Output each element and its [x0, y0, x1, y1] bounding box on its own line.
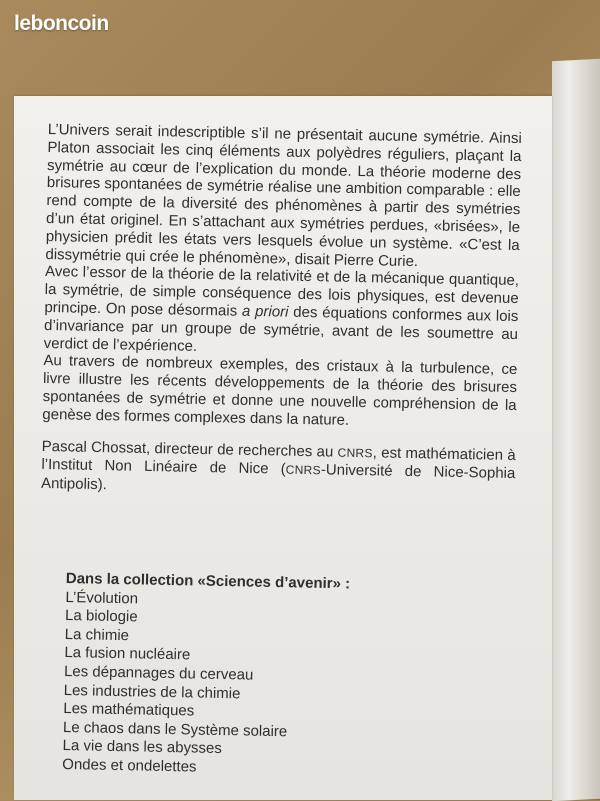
list-item: Les industries de la chimie [63, 681, 241, 702]
collection-list [62, 570, 506, 783]
author-bio-text-a: Pascal Chossat, directeur de recherches au [41, 437, 338, 461]
author-bio-text-b: , est mathématicien à l’Institut Non Linéaire de Nice ( [41, 443, 516, 478]
leboncoin-watermark: leboncoin [14, 12, 109, 35]
book-spine [552, 59, 600, 801]
author-bio-cnrs-2: CNRS [285, 462, 322, 478]
list-item: Les dépannages du cerveau [63, 662, 254, 684]
author-bio-text-c: -Université de Nice-Sophia Antipolis). [40, 461, 516, 494]
list-item: Ondes et ondelettes [62, 755, 197, 776]
author-bio-cnrs: CNRS [337, 445, 373, 460]
list-item: L’Évolution [65, 588, 139, 607]
list-item: La fusion nucléaire [64, 644, 191, 664]
list-item: La vie dans les abysses [62, 737, 223, 758]
list-item: Le chaos dans le Système solaire [62, 718, 288, 741]
back-cover-blurb [41, 121, 522, 502]
blurb-paragraph-2 [44, 263, 520, 361]
list-item: Les mathématiques [63, 700, 195, 720]
blurb-p2-text-a: Avec l’essor de la théorie de la relativité et de la mécanique quantique, la symétrie, de simple conséquence des lois physiques, est devenue principe. On pose désormais [44, 263, 520, 320]
collection-items [62, 589, 505, 783]
collection-title: Dans la collection «Sciences d’avenir» : [65, 570, 351, 593]
list-item: La biologie [64, 607, 138, 626]
blurb-paragraph-1: L’Univers serait indescriptible s’il ne présentait aucune symétrie. Ainsi Platon associait les cinq éléments aux polyèdres réguliers, plaçant la symétrie au cœur de l’explication du monde. La théorie moderne des brisures spontanées de symétrie réalise une ambition comparable : elle rend compte de la diversité des phénomènes à partir des symétries d’un état originel. En s’attachant aux symétries perdues, «brisées», le physicien prédit les états vers lesquels évolue un système. «C’est la dissymétrie qui crée le phénomène», disait Pierre Curie. [45, 121, 522, 270]
blurb-p2-text-b: des équations conformes aux lois d’invariance par un groupe de symétrie, avant de les soumettre au verdict de l’expérience. [43, 303, 519, 355]
list-item: La chimie [64, 625, 130, 645]
blurb-paragraph-3: Au travers de nombreux exemples, des cristaux à la turbulence, ce livre illustre les récents développements de la théorie des brisures spontanées de symétrie et donne une nouvelle compréhension de la genèse des formes complexes dans la nature. [42, 352, 518, 429]
blurb-p2-italic: a priori [241, 302, 289, 321]
author-bio [41, 437, 516, 501]
